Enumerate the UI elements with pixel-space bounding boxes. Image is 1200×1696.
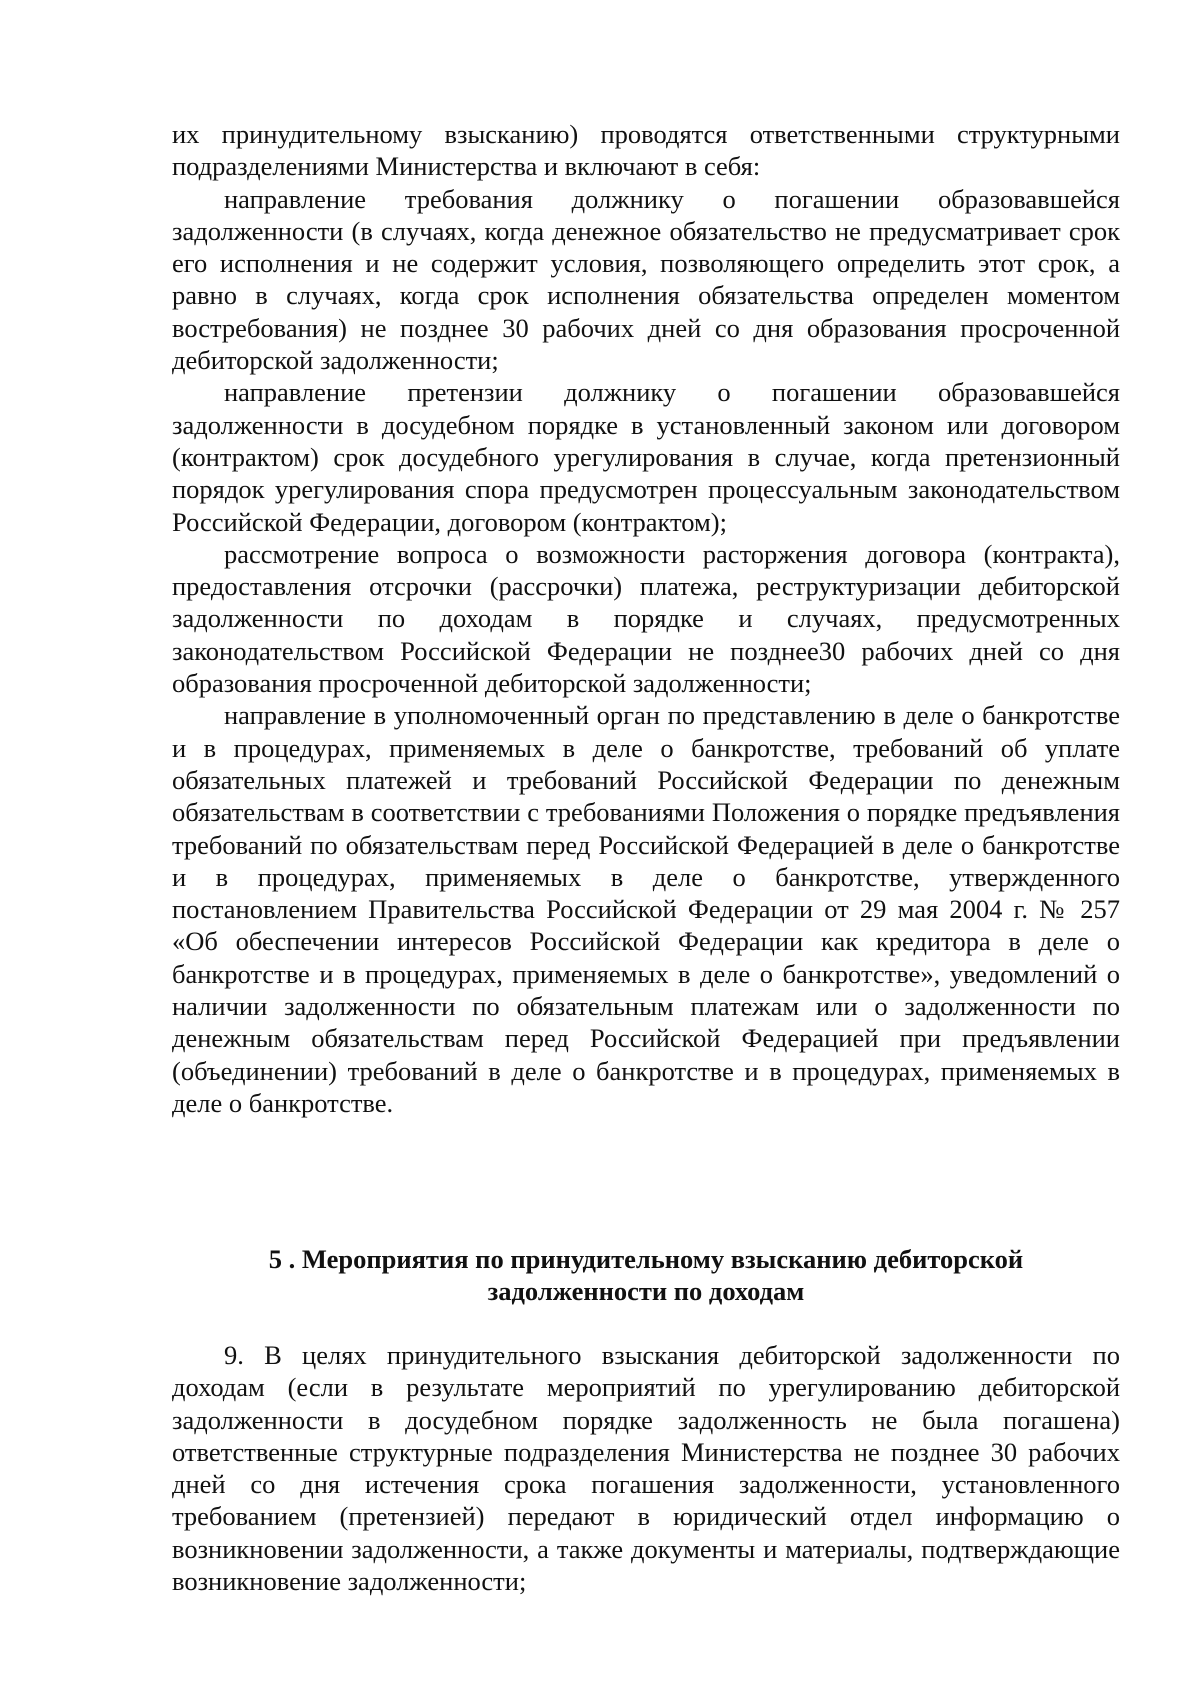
list-item: направление претензии должнику о погашении образовавшейся задолженности в досудебном порядке в установленный законом или договором (контрактом) срок досудебного урегулирования в случае, когда претензионный порядок урегулирования спора предусмотрен процессуальным законодательством Российской Федерации, договором (контрактом); [172, 377, 1120, 537]
paragraph-9: 9. В целях принудительного взыскания дебиторской задолженности по доходам (если в результате мероприятий по урегулированию дебиторской задолженности в досудебном порядке задолженность не была погашена) ответственные структурные подразделения Министерства не позднее 30 рабочих дней со дня истечения срока погашения задолженности, установленного требованием (претензией) передают в юридический отдел информацию о возникновении задолженности, а также документы и материалы, подтверждающие возникновение задолженности; [172, 1340, 1120, 1597]
intro-paragraph: их принудительному взысканию) проводятся ответственными структурными подразделениями Министерства и включают в себя: [172, 119, 1120, 182]
section-heading [172, 1243, 1120, 1307]
section-heading-line2: задолженности по доходам [487, 1276, 805, 1306]
list-item: направление требования должнику о погашении образовавшейся задолженности (в случаях, когда денежное обязательство не предусматривает срок его исполнения и не содержит условия, позволяющего определить этот срок, а равно в случаях, когда срок исполнения обязательства определен моментом востребования) не позднее 30 рабочих дней со дня образования просроченной дебиторской задолженности; [172, 183, 1120, 376]
body-text-top [172, 118, 1120, 1119]
list-item: рассмотрение вопроса о возможности расторжения договора (контракта), предоставления отсрочки (рассрочки) платежа, реструктуризации дебиторской задолженности по доходам в порядке и случаях, предусмотренных законодательством Российской Федерации не позднее30 рабочих дней со дня образования просроченной дебиторской задолженности; [172, 538, 1120, 699]
list-item: направление в уполномоченный орган по представлению в деле о банкротстве и в процедурах, применяемых в деле о банкротстве, требований об уплате обязательных платежей и требований Российской Федерации по денежным обязательствам в соответствии с требованиями Положения о порядке предъявления требований по обязательствам перед Российской Федерацией в деле о банкротстве и в процедурах, применяемых в деле о банкротстве, утвержденного постановлением Правительства Российской Федерации от 29 мая 2004 г. № 257 «Об обеспечении интересов Российской Федерации как кредитора в деле о банкротстве и в процедурах, применяемых в деле о банкротстве», уведомлений о наличии задолженности по обязательным платежам или о задолженности по денежным обязательствам перед Российской Федерацией при предъявлении (объединении) требований в деле о банкротстве и в процедурах, применяемых в деле о банкротстве. [172, 700, 1120, 1118]
section-heading-line1: 5 . Мероприятия по принудительному взысканию дебиторской [268, 1244, 1024, 1274]
body-text-bottom [172, 1339, 1120, 1597]
